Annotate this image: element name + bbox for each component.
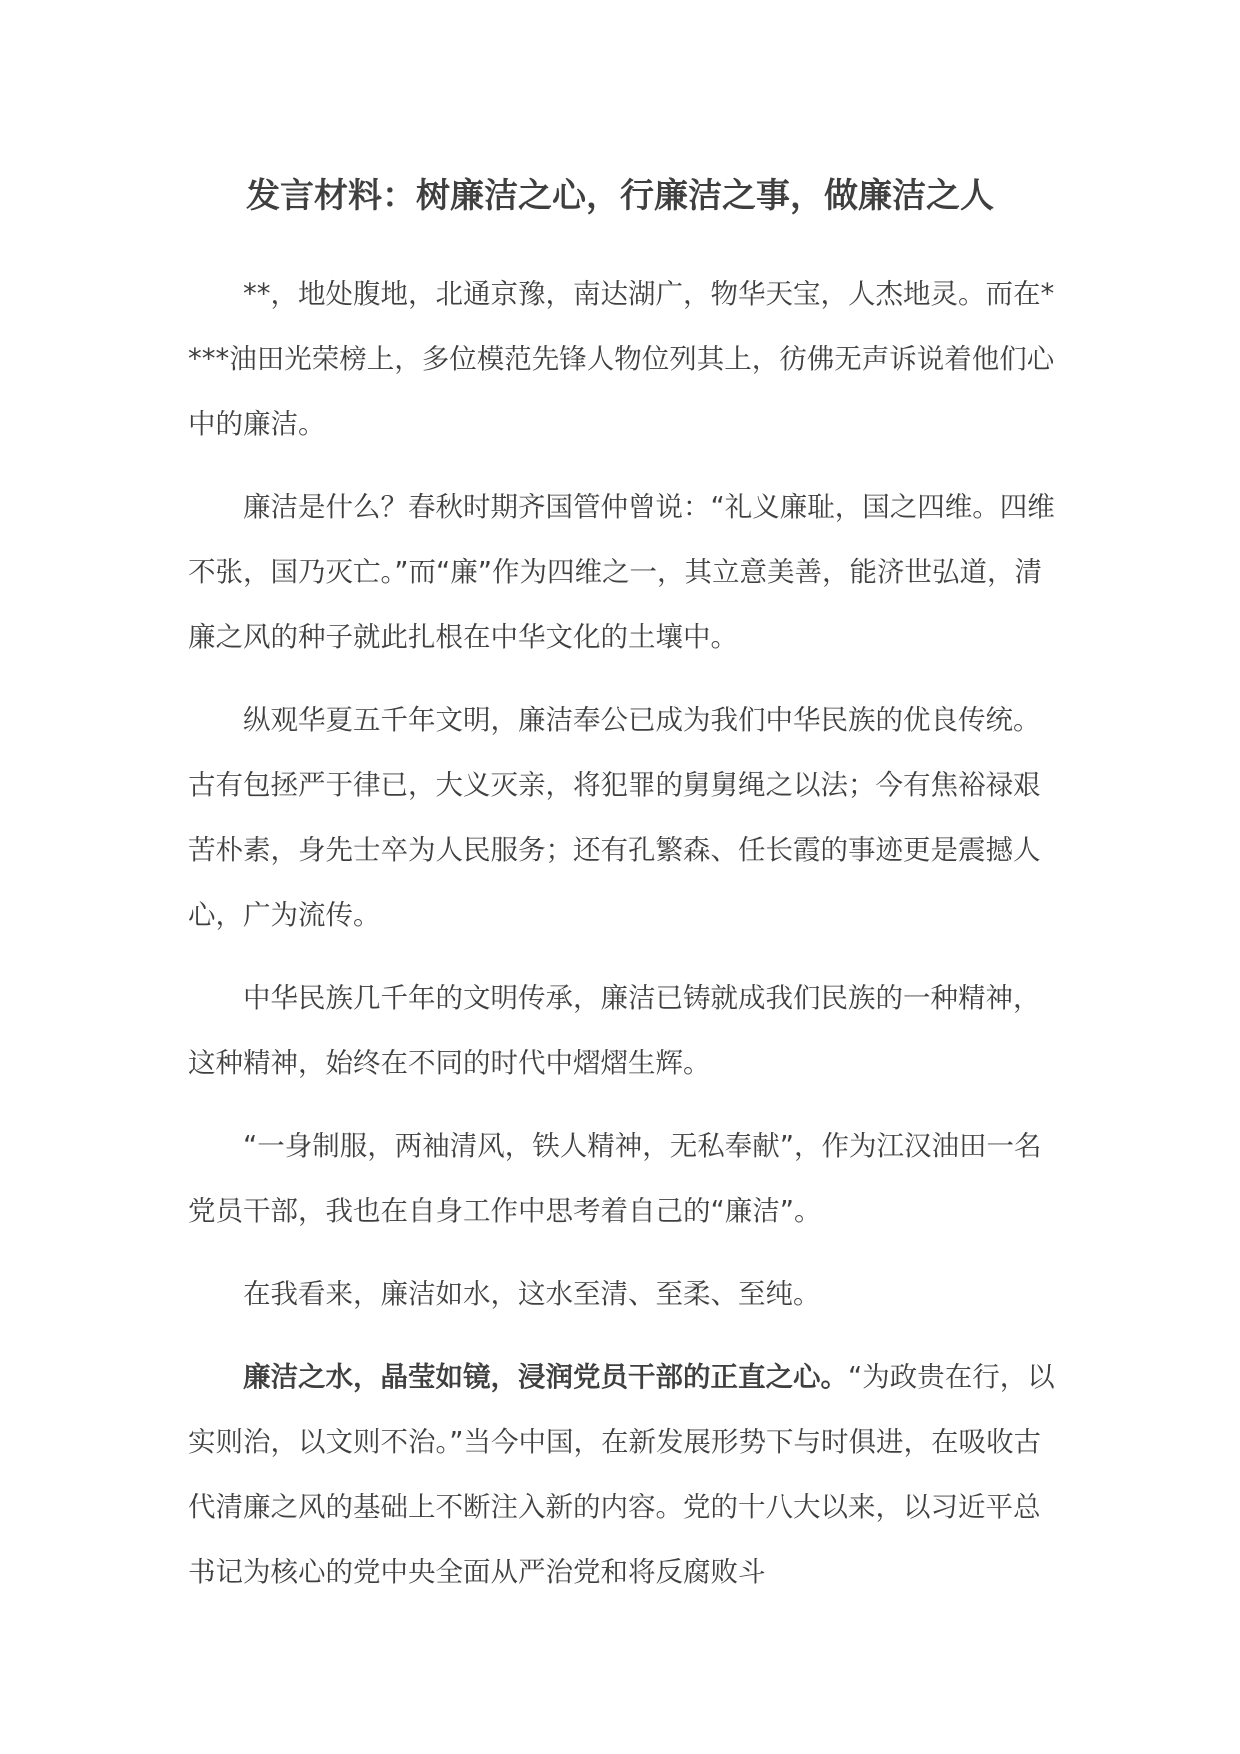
paragraph-text: **，地处腹地，北通京豫，南达湖广，物华天宝，人杰地灵。而在****油田光荣榜上，多位模范先锋人物位列其上，彷佛无声诉说着他们心中的廉洁。 bbox=[188, 278, 1055, 440]
paragraph-text: “一身制服，两袖清风，铁人精神，无私奉献”，作为江汉油田一名党员干部，我也在自身工作中思考着自己的“廉洁”。 bbox=[188, 1130, 1042, 1227]
paragraph bbox=[188, 1262, 1058, 1327]
paragraph-text: “为政贵在行，以实则治，以文则不治。”当今中国，在新发展形势下与时俱进，在吸收古代清廉之风的基础上不断注入新的内容。党的十八大以来，以习近平总书记为核心的党中央全面从严治党和将反腐败斗 bbox=[188, 1361, 1055, 1588]
paragraph bbox=[188, 688, 1058, 948]
document-body bbox=[188, 262, 1058, 1623]
paragraph bbox=[188, 1114, 1058, 1244]
paragraph-text: 廉洁是什么？春秋时期齐国管仲曾说：“礼义廉耻，国之四维。四维不张，国乃灭亡。”而“廉”作为四维之一，其立意美善，能济世弘道，清廉之风的种子就此扎根在中华文化的土壤中。 bbox=[188, 491, 1055, 653]
paragraph bbox=[188, 475, 1058, 670]
paragraph bbox=[188, 1345, 1058, 1605]
paragraph-bold-lead: 廉洁之水，晶莹如镜，浸润党员干部的正直之心。 bbox=[243, 1361, 848, 1393]
paragraph-text: 中华民族几千年的文明传承，廉洁已铸就成我们民族的一种精神，这种精神，始终在不同的时代中熠熠生辉。 bbox=[188, 982, 1041, 1079]
document-title: 发言材料：树廉洁之心，行廉洁之事，做廉洁之人 bbox=[246, 176, 994, 216]
paragraph bbox=[188, 966, 1058, 1096]
paragraph bbox=[188, 262, 1058, 457]
paragraph-text: 在我看来，廉洁如水，这水至清、至柔、至纯。 bbox=[243, 1278, 821, 1310]
paragraph-text: 纵观华夏五千年文明，廉洁奉公已成为我们中华民族的优良传统。古有包拯严于律已，大义灭亲，将犯罪的舅舅绳之以法；今有焦裕禄艰苦朴素，身先士卒为人民服务；还有孔繁森、任长霞的事迹更是震撼人心，广为流传。 bbox=[188, 704, 1041, 931]
